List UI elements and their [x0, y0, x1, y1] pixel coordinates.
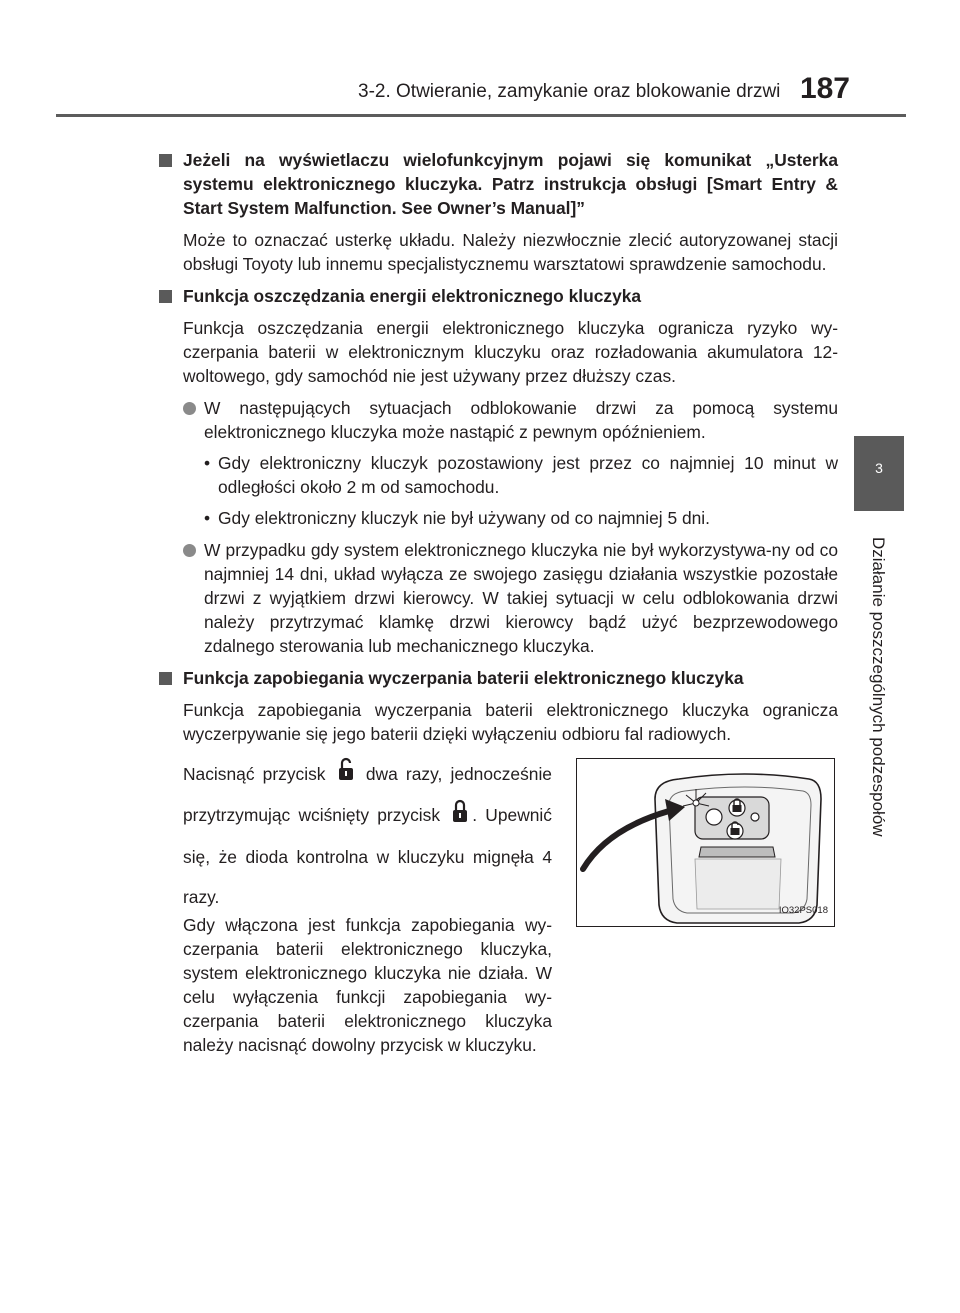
section-multi-display-message [158, 148, 838, 276]
key-figure [576, 758, 835, 927]
section-body: Funkcja oszczędzania energii elektronicznego kluczyka ogranicza ryzyko wy-czerpania baterii w elektronicznym kluczyku oraz rozładowania akumulatora 12-woltowego, gdy samochód nie jest używany przez dłuższy czas. [183, 318, 838, 386]
press-instruction [183, 754, 552, 917]
section-battery-depletion-prevention [158, 666, 838, 1055]
section-heading [158, 284, 838, 308]
figure-code: IO32PS018 [778, 905, 828, 916]
press-instruction-part: dwa razy, jednocześnie przytrzymując wciśnięty przycisk [183, 764, 552, 826]
header-divider [56, 114, 906, 117]
chapter-title-container [848, 522, 908, 852]
section-body: Funkcja zapobiegania wyczerpania baterii elektronicznego kluczyka ogranicza wyczerpywanie się jego baterii dzięki wyłączeniu odbioru fal radiowych. [183, 700, 838, 744]
main-content [158, 148, 838, 1055]
list-item [183, 538, 838, 658]
section-heading-text: Funkcja zapobiegania wyczerpania baterii elektronicznego kluczyka [183, 668, 744, 688]
press-instruction-part: Nacisnąć przycisk [183, 764, 326, 784]
square-bullet-icon [159, 290, 172, 303]
square-bullet-icon [159, 672, 172, 685]
circle-bullet-icon [183, 402, 196, 415]
section-heading-text: Jeżeli na wyświetlaczu wielofunkcyjnym pojawi się komunikat „Usterka systemu elektronicznego kluczyka. Patrz instrukcja obsługi [Smart Entry & Start System Malfunction. See Owner’s Manual]” [183, 150, 838, 218]
instruction-text [183, 754, 552, 1065]
enabled-note: Gdy włączona jest funkcja zapobiegania wy-czerpania baterii elektronicznego kluczyka, system elektronicznego kluczyka nie działa. W celu wyłączenia funkcji zapobiegania wy-czerpania baterii elektronicznego kluczyka należy nacisnąć dowolny przycisk w kluczyku. [183, 914, 552, 1055]
chapter-title: Działanie poszczególnych podzespołów [869, 537, 888, 837]
sub-list-item-text: Gdy elektroniczny kluczyk nie był używany od co najmniej 5 dni. [218, 508, 710, 528]
section-battery-saving [158, 284, 838, 658]
sub-list-item [204, 506, 838, 530]
instruction-with-figure [183, 754, 838, 1055]
sub-list-item [204, 451, 838, 499]
list-item [183, 396, 838, 444]
section-heading-text: Funkcja oszczędzania energii elektronicznego kluczyka [183, 286, 642, 306]
sub-bullet-marker: • [204, 508, 211, 528]
press-instruction-part: . Upewnić się, że dioda kontrolna w kluczyku mignęła 4 razy. [183, 805, 552, 907]
sub-list-item-text: Gdy elektroniczny kluczyk pozostawiony jest przez co najmniej 10 minut w odległości około 2 m od samochodu. [218, 453, 838, 497]
list-item-text: W następujących sytuacjach odblokowanie drzwi za pomocą systemu elektronicznego kluczyka może nastąpić z pewnym opóźnieniem. [204, 398, 838, 442]
section-body: Może to oznaczać usterkę układu. Należy niezwłocznie zlecić autoryzowanej stacji obsługi Toyoty lub innemu specjalistycznemu warsztatowi sprawdzenie samochodu. [183, 230, 838, 274]
section-header-title: 3-2. Otwieranie, zamykanie oraz blokowanie drzwi [358, 81, 781, 102]
circle-bullet-icon [183, 544, 196, 557]
page-number: 187 [799, 72, 850, 105]
list-item-text: W przypadku gdy system elektronicznego kluczyka nie był wykorzystywa-ny od co najmniej 14 dni, układ wyłącza ze swojego zasięgu działania wszystkie pozostałe drzwi z wyjątkiem drzwi kierowcy. W takiej sytuacji w celu odblokowania drzwi należy przytrzymać klamkę drzwi kierowcy bądź użyć bezprzewodowego zdalnego sterowania lub mechanicznego kluczyka. [204, 540, 838, 656]
square-bullet-icon [159, 154, 172, 167]
sub-bullet-marker: • [204, 453, 211, 473]
section-heading [158, 148, 838, 220]
section-heading [158, 666, 838, 690]
chapter-number: 3 [875, 460, 883, 476]
chapter-tab [854, 436, 904, 511]
unlock-button-icon [452, 797, 468, 837]
lock-button-icon [338, 755, 354, 795]
